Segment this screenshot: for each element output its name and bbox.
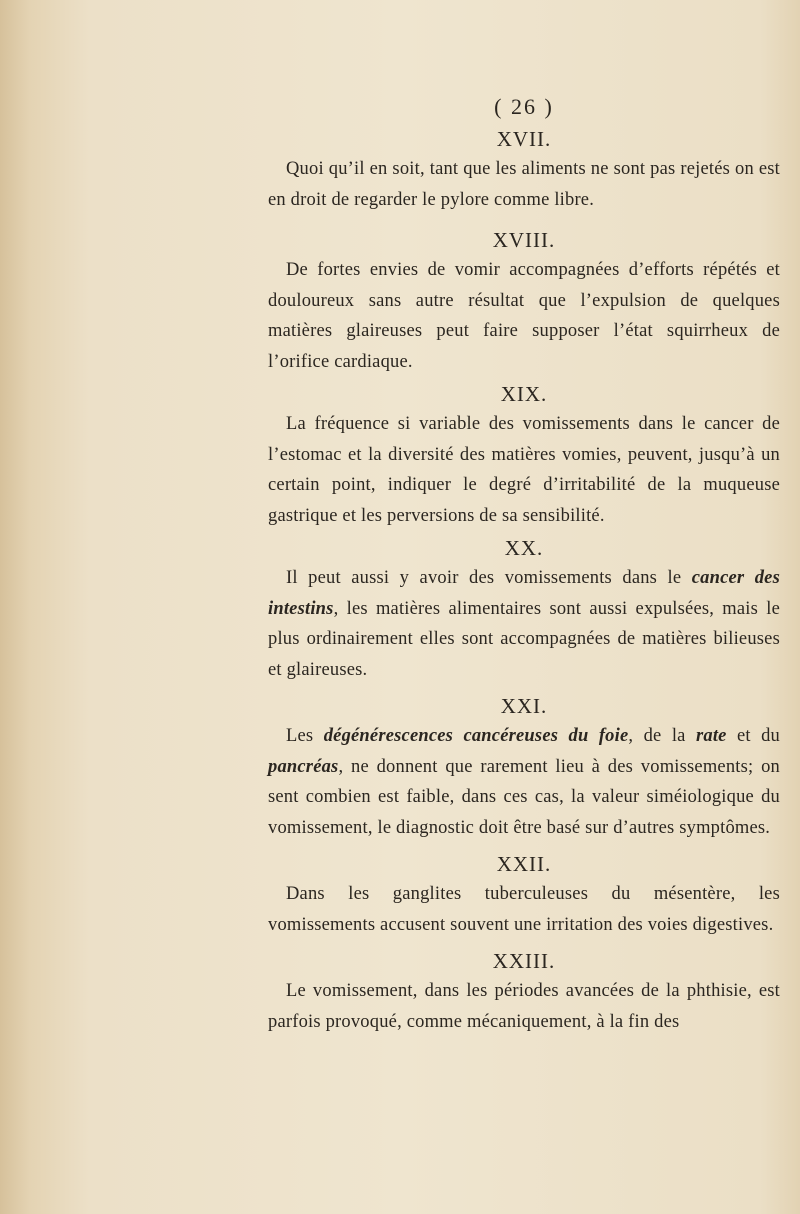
section-numeral: XVIII. bbox=[492, 228, 556, 252]
section-paragraph bbox=[268, 721, 780, 843]
text-run: et du bbox=[726, 726, 780, 746]
section-numeral: XXII. bbox=[496, 852, 552, 876]
text-run: , les matières alimentaires sont aussi expulsées, mais le plus ordinairement elles sont accompagnées de matières bilieuses et glaireuses. bbox=[268, 598, 780, 680]
italic-term: dégénérescences cancéreuses du foie bbox=[323, 726, 629, 746]
section-paragraph: La fréquence si variable des vomissements dans le cancer de l’estomac et la diversité des matières vomies, peuvent, jusqu’à un certain point, indiquer le degré d’irritabilité de la muqueuse gastrique et les perversions de sa sensibilité. bbox=[268, 414, 780, 526]
text-run: Il peut aussi y avoir des vomissements dans le bbox=[286, 568, 692, 588]
section-xxi bbox=[268, 691, 780, 843]
section-paragraph: Le vomissement, dans les périodes avancées de la phthisie, est parfois provoqué, comme mécaniquement, à la fin des bbox=[268, 981, 780, 1032]
section-numeral: XVII. bbox=[496, 127, 552, 151]
section-xxiii bbox=[268, 946, 780, 1037]
section-paragraph bbox=[268, 563, 780, 685]
italic-term: pancréas bbox=[268, 756, 339, 777]
section-numeral: XXI. bbox=[500, 694, 548, 718]
page-number: ( 26 ) bbox=[494, 94, 554, 119]
section-xx bbox=[268, 533, 780, 685]
section-paragraph: De fortes envies de vomir accompagnées d’efforts répétés et douloureux sans autre résultat que l’expulsion de quelques matières glaireuses peut faire supposer l’état squirrheux de l’orifice cardiaque. bbox=[268, 260, 780, 372]
section-xix bbox=[268, 379, 780, 531]
text-run: , ne donnent que rarement lieu à des vomissements; on sent combien est faible, dans ces cas, la valeur siméiologique du vomissement, le diagnostic doit être basé sur d’autres symptômes. bbox=[268, 756, 780, 838]
text-run: , de la bbox=[628, 726, 696, 746]
italic-term: rate bbox=[695, 726, 727, 746]
section-xviii bbox=[268, 225, 780, 377]
section-numeral: XXIII. bbox=[492, 949, 556, 973]
text-block bbox=[268, 94, 780, 1037]
section-xxii bbox=[268, 849, 780, 940]
section-numeral: XX. bbox=[504, 536, 544, 560]
section-paragraph: Dans les ganglites tuberculeuses du mésentère, les vomissements accusent souvent une irritation des voies digestives. bbox=[268, 884, 780, 935]
text-run: Les bbox=[286, 726, 324, 746]
section-xvii bbox=[268, 124, 780, 215]
italic-term: cancer des intestins bbox=[268, 568, 780, 619]
section-paragraph: Quoi qu’il en soit, tant que les aliments ne sont pas rejetés on est en droit de regarder le pylore comme libre. bbox=[268, 159, 780, 210]
section-numeral: XIX. bbox=[500, 382, 548, 406]
